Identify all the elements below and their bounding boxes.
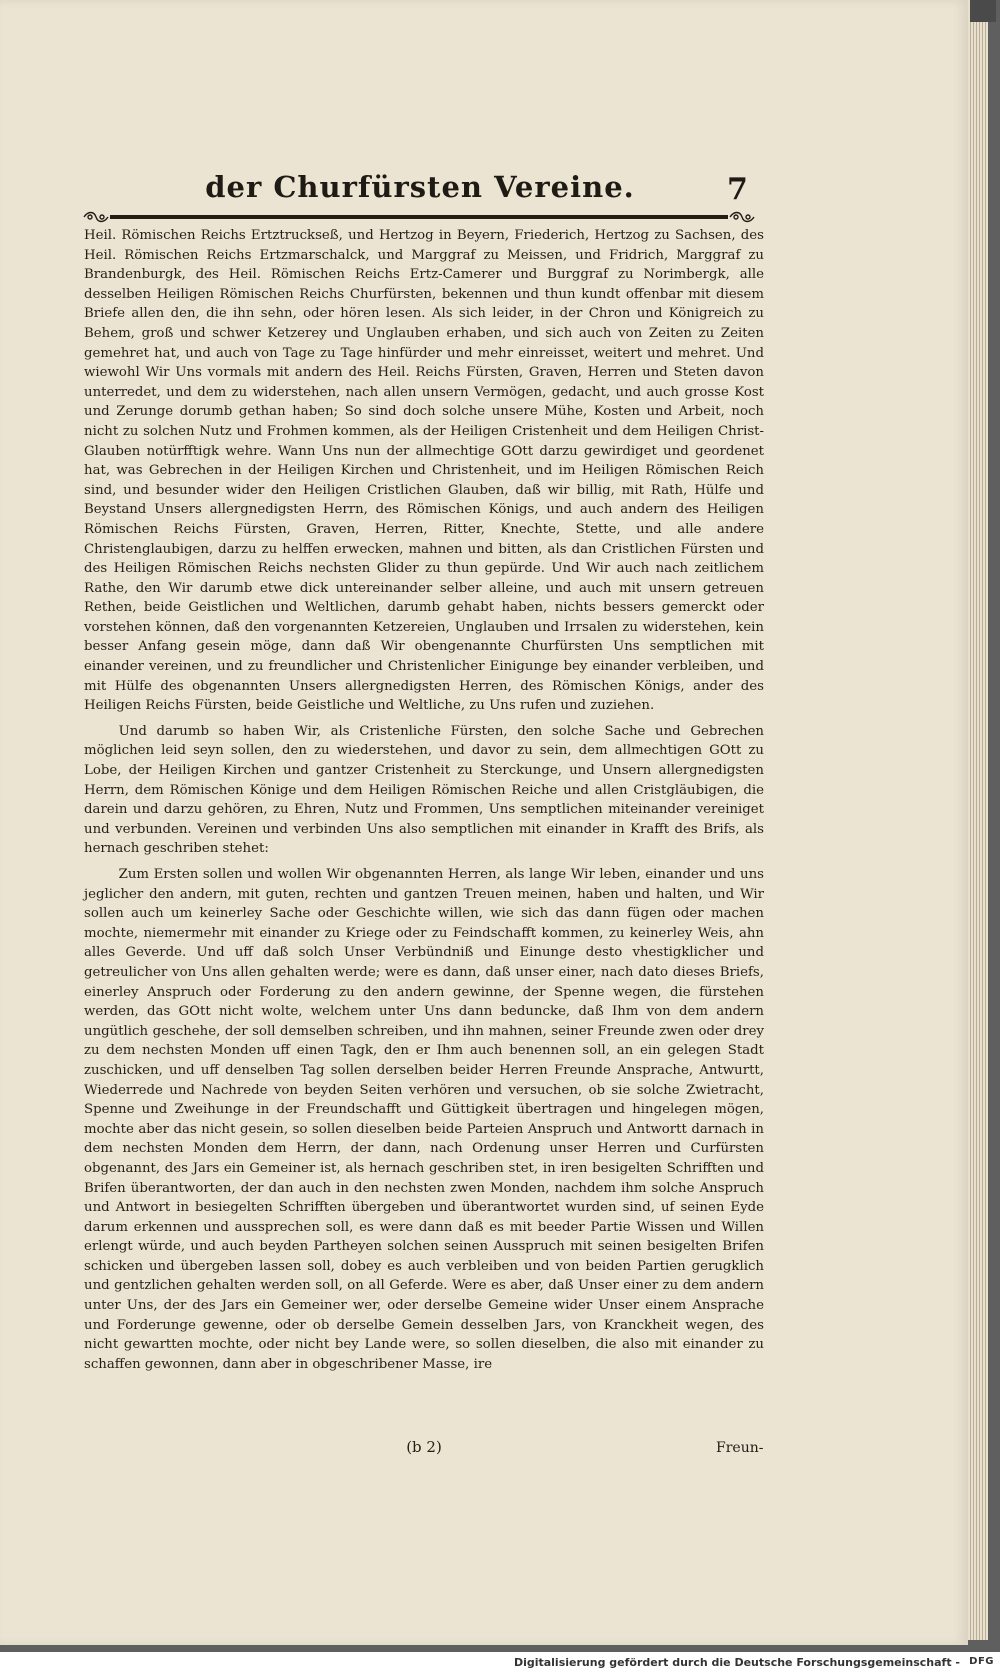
funding-credit: Digitalisierung gefördert durch die Deutsche Forschungsgemeinschaft - [513,1656,960,1669]
dfg-logo: DFG [969,1656,994,1667]
running-title: der Churfürsten Vereine. [205,170,635,204]
signature-mark: (b 2) [406,1438,442,1456]
paragraph: Heil. Römischen Reichs Ertztruckseß, und Hertzog in Beyern, Friederich, Hertzog zu Sachsen, des Heil. Römischen Reichs Ertzmarschalck, und Marggraf zu Meissen, und Fridrich, Marggraf zu Brandenburgk, des Heil. Römischen Reichs Ertz-Camerer und Burggraf zu Norimbergk, alle desselben Heiligen Römischen Reichs Churfürsten, bekennen und thun kundt offenbar mit diesem Briefe allen den, die ihn sehn, oder hören lesen. Als sich leider, in der Chron und Königreich zu Behem, groß und schwer Ketzerey und Unglauben erhaben, und sich auch von Zeiten zu Zeiten gemehret hat, und auch von Tage zu Tage hinfürder und mehr einreisset, weitert und mehret. Und wiewohl Wir Uns vormals mit andern des Heil. Reichs Fürsten, Graven, Herren und Steten davon unterredet, und dem zu widerstehen, nach allen unsern Vermögen, gedacht, und auch grosse Kost und Zerunge dorumb gethan haben; So sind doch solche unsere Mühe, Kosten und Arbeit, noch nicht zu solchen Nutz und Frohmen kommen, als der Heiligen Cristenheit und dem Heiligen Christ-Glauben notürfftigk wehre. Wann Uns nun der allmechtige GOtt darzu gewirdiget und geordenet hat, was Gebrechen in der Heiligen Kirchen und Christenheit, und im Heiligen Römischen Reich sind, und besunder wider den Heiligen Cristlichen Glauben, daß wir billig, mit Rath, Hülfe und Beystand Unsers allergnedigsten Herrn, des Römischen Königs, und auch andern des Heiligen Römischen Reichs Fürsten, Graven, Herren, Ritter, Knechte, Stette, und alle andere Christenglaubigen, darzu zu helffen erwecken, mahnen und bitten, als dan Cristlichen Fürsten und des Heiligen Römischen Reichs nechsten Glider zu thun gepürde. Und Wir auch nach zeitlichem Rathe, den Wir darumb etwe dick untereinander selber alleine, und auch mit unsern getreuen Rethen, beide Geistlichen und Weltlichen, darumb gehabt haben, nichts bessers gemerckt oder vorstehen können, daß den vorgenannten Ketzereien, Unglauben und Irrsalen zu widerstehen, kein besser Anfang gesein möge, dann daß Wir obengenannte Churfürsten Uns semptlichen mit einander vereinen, und zu freundlicher und Christenlicher Einigunge bey einander verbleiben, und mit Hülfe des obgenannten Unsers allergnedigsten Herren, des Römischen Königs, ander des Heiligen Reichs Fürsten, beide Geistliche und Weltliche, zu Uns rufen und zuziehen. [84,228,764,714]
page-number: 7 [727,172,748,207]
paragraph: Und darumb so haben Wir, als Cristenliche Fürsten, den solche Sache und Gebrechen möglichen leid seyn sollen, den zu wiederstehen, und davor zu sein, dem allmechtigen GOtt zu Lobe, der Heiligen Kirchen und gantzer Cristenheit zu Sterckunge, und Unsern allergnedigsten Herrn, dem Römischen Könige und dem Heiligen Römischen Reiche und allen Cristgläubigen, die darein und darzu gehören, zu Ehren, Nutz und Frommen, Uns semptlichen miteinander vereiniget und verbunden. Vereinen und verbinden Uns also semptlichen mit einander in Krafft des Brifs, als hernach geschriben stehet: [84,723,764,857]
stacked-page-edges [968,0,988,1640]
running-header [90,170,750,214]
catchword: Freun- [716,1440,764,1456]
scan-corner [970,0,996,22]
footer-bar [0,1652,1000,1675]
ornament-rule [82,210,756,224]
body-text [84,226,764,1374]
paragraph: Zum Ersten sollen und wollen Wir obgenannten Herren, als lange Wir leben, einander und uns jeglicher den andern, mit guten, rechten und gantzen Treuen meinen, haben und halten, und Wir sollen auch um keinerley Sache oder Geschichte willen, wie sich das dann fügen oder machen mochte, niemermehr mit einander zu Kriege oder zu Feindschafft kommen, zu keinerley Weis, ahn alles Geverde. Und uff daß solch Unser Verbündniß und Einunge desto vhestigklicher und getreulicher von Uns allen gehalten werde; were es dann, daß unser einer, nach dato dieses Briefs, einerley Anspruch oder Forderung zu den andern gewinne, der Spenne wegen, die fürstehen werden, das GOtt nicht wolte, welchem unter Uns dann beduncke, daß Ihm von dem andern ungütlich geschehe, der soll demselben schreiben, und ihn mahnen, seiner Freunde zwen oder drey zu dem nechsten Monden uff einen Tagk, den er Ihm auch benennen soll, an ein gelegen Stadt zuschicken, und uff denselben Tag sollen derselben beider Herren Freunde Ansprache, Antwurtt, Wiederrede und Nachrede von beyden Seiten verhören und versuchen, ob sie solche Zwietracht, Spenne und Zweihunge in der Freundschafft und Güttigkeit übertragen und hingelegen mögen, mochte aber das nicht gesein, so sollen dieselben beide Parteien Anspruch und Antwortt darnach in dem nechsten Monden dem Herrn, der dann, nach Ordenung unser Herren und Curfürsten obgenannt, des Jars ein Gemeiner ist, als hernach geschriben stet, in iren besigelten Schrifften und Brifen überantworten, der dan auch in den nechsten zwen Monden, nachdem ihm solche Anspruch und Antwort in besiegelten Schrifften übergeben und überantwortet wurden sind, uf seinen Eyde darum erkennen und aussprechen soll, es were dann daß es mit beeder Partie Wissen und Willen erlengt würde, und auch beyden Partheyen solchen seinen Ausspruch mit seinen besigelten Brifen schicken und übergeben lassen soll, dobey es auch verbleiben und von beiden Partien gerugklich und gentzlichen gehalten werden soll, on all Geferde. Were es aber, daß Unser einer zu dem andern unter Uns, der des Jars ein Gemeiner wer, oder derselbe Gemeine wider Unser einem Ansprache und Forderunge gewenne, oder ob derselbe Gemein desselben Jars, von Kranckheit wegen, des nicht gewartten mochte, oder nicht bey Lande were, so sollen dieselben, die also mit einander zu schaffen gewonnen, dann aber in obgeschribener Masse, ire [84,867,764,1372]
